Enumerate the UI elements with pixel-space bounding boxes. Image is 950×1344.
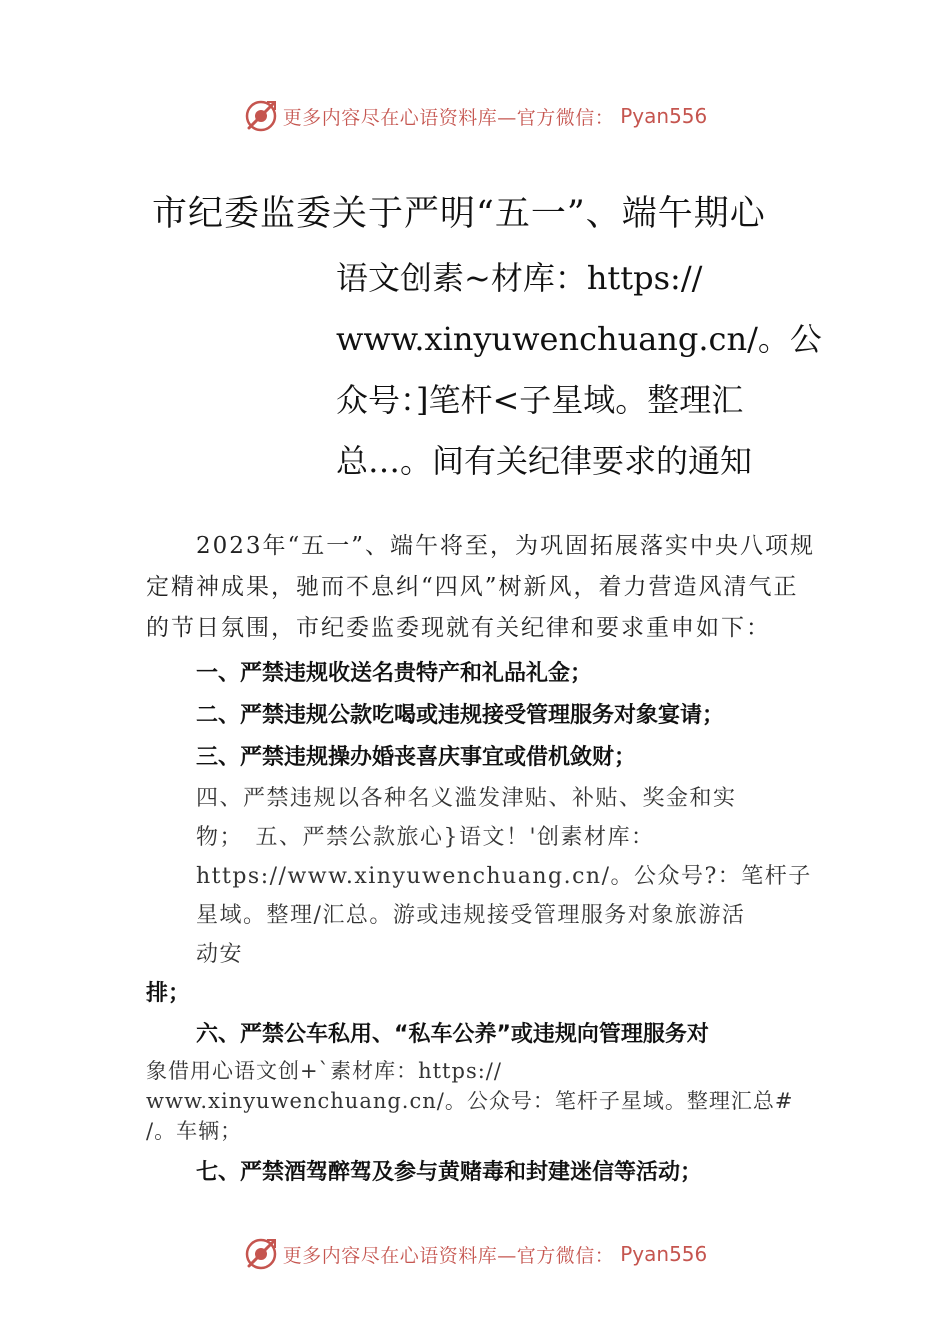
rule-item-line: 星域。整理/汇总。游或违规接受管理服务对象旅游活 xyxy=(196,903,746,928)
rule-item-6-continuation xyxy=(146,1056,818,1146)
header-banner-wechat: Pyan556 xyxy=(620,104,708,128)
pen-logo-icon xyxy=(243,1236,279,1272)
rule-item-1: 一、严禁违规收送名贵特产和礼品礼金； xyxy=(196,661,593,686)
rule-item-7: 七、严禁酒驾醉驾及参与黄赌毒和封建迷信等活动； xyxy=(196,1160,703,1185)
document-title-line1: 市纪委监委关于严明“五一”、端午期心 xyxy=(152,194,766,234)
rule-item-2: 二、严禁违规公款吃喝或违规接受管理服务对象宴请； xyxy=(196,703,725,728)
rule-item-line: /。车辆； xyxy=(146,1119,243,1143)
header-banner xyxy=(0,96,950,136)
title-line: www.xinyuwenchuang.cn/。公 xyxy=(336,320,822,358)
document-title-continuation xyxy=(336,248,822,492)
rule-item-5-tail: 排； xyxy=(146,981,191,1006)
pen-logo-icon xyxy=(243,98,279,134)
intro-paragraph: 2023年“五一”、端午将至，为巩固拓展落实中央八项规定精神成果，驰而不息纠“四风”树新风，着力营造风清气正的节日氛围，市纪委监委现就有关纪律和要求重申如下： xyxy=(146,533,816,641)
rule-item-line: 动安 xyxy=(196,942,244,967)
rule-item-6: 六、严禁公车私用、“私车公养”或违规向管理服务对 xyxy=(196,1022,709,1047)
rule-item-line: https://www.xinyuwenchuang.cn/。公众号?：笔杆子 xyxy=(196,864,812,889)
footer-banner-wechat: Pyan556 xyxy=(620,1242,708,1266)
document-body xyxy=(146,526,818,1194)
rule-item-line: www.xinyuwenchuang.cn/。公众号：笔杆子星域。整理汇总# xyxy=(146,1089,794,1113)
rule-item-3: 三、严禁违规操办婚丧喜庆事宜或借机敛财； xyxy=(196,745,637,770)
rule-item-line: 四、严禁违规以各种名义滥发津贴、补贴、奖金和实 xyxy=(196,786,737,811)
rule-item-line: 象借用心语文创+`素材库：https:// xyxy=(146,1059,502,1083)
title-line: 语文创素~材库：https:// xyxy=(336,259,703,297)
footer-banner xyxy=(0,1234,950,1274)
rule-item-line: 物； 五、严禁公款旅心}语文！'创素材库： xyxy=(196,825,655,850)
header-banner-text: 更多内容尽在心语资料库—官方微信： xyxy=(282,106,615,129)
title-line: 总…。间有关纪律要求的通知 xyxy=(336,442,753,480)
footer-banner-text: 更多内容尽在心语资料库—官方微信： xyxy=(282,1244,615,1267)
title-line: 众号：]笔杆<子星域。整理汇 xyxy=(336,381,744,419)
rule-item-4-5 xyxy=(146,779,818,974)
